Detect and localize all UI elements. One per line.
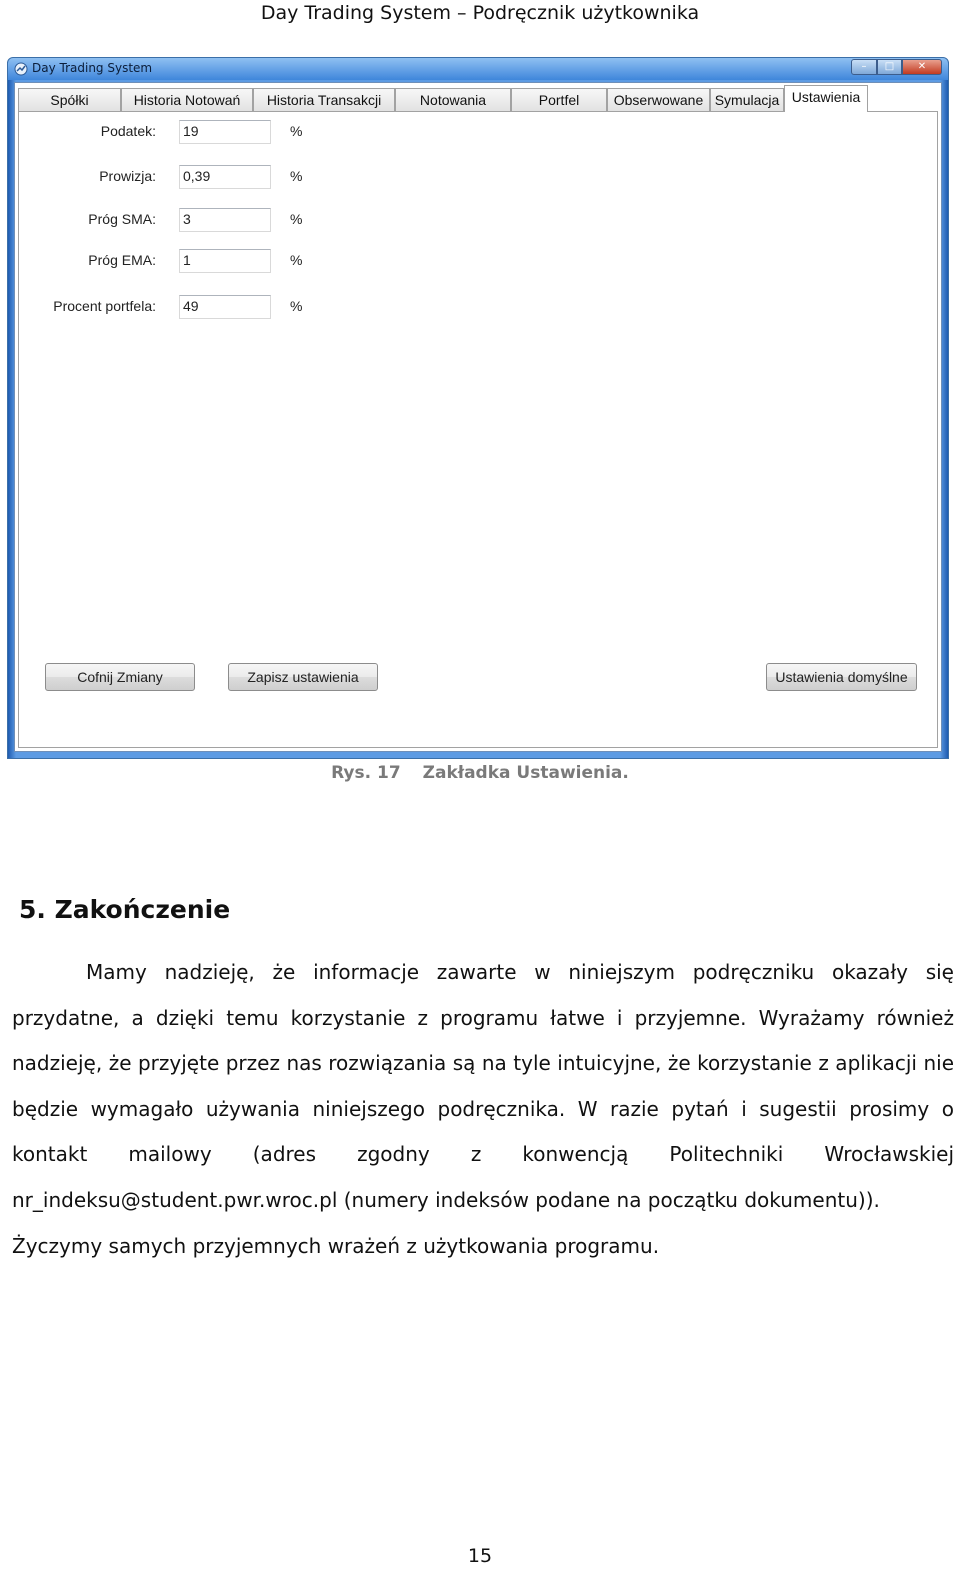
figure-caption-text: Zakładka Ustawienia. [422, 763, 629, 783]
tab-ustawienia[interactable]: Ustawienia [784, 85, 868, 112]
figure-number: Rys. 17 [331, 763, 401, 783]
close-button[interactable]: ✕ [902, 59, 942, 75]
body-paragraph: Mamy nadzieję, że informacje zawarte w niniejszym podręczniku okazały się przydatne, a dzięki temu korzystanie z programu łatwe i przyjemne. Wyrażamy również nadzieję, że przyjęte przez nas rozwiązania są na tyle intuicyjne, że korzystanie z aplikacji nie będzie wymagało używania niniejszego podręcznika. W razie pytań i sugestii prosimy o kontakt mailowy (adres zgodny z konwencją Politechniki Wrocławskiej nr_indeksu@student.pwr.wroc.pl (numery indeksów podane na początku dokumentu)). [12, 960, 954, 1212]
portfolio-percent-unit: % [290, 298, 303, 314]
section-title: 5. Zakończenie [19, 895, 231, 924]
commission-input[interactable]: 0,39 [179, 165, 271, 189]
page-header: Day Trading System – Podręcznik użytkownika [260, 2, 700, 24]
tab-notowania[interactable]: Notowania [395, 88, 511, 111]
app-window [7, 57, 949, 759]
window-title: Day Trading System [32, 61, 153, 75]
portfolio-percent-label: Procent portfela: [53, 298, 156, 314]
sma-threshold-unit: % [290, 211, 303, 227]
tab-historia-notowan[interactable]: Historia Notowań [121, 88, 253, 111]
tax-label: Podatek: [100, 123, 156, 139]
title-bar[interactable] [8, 58, 948, 80]
sma-threshold-input[interactable]: 3 [179, 208, 271, 232]
minimize-button[interactable]: – [851, 59, 877, 75]
window-client-area [14, 82, 942, 752]
page-number: 15 [467, 1545, 493, 1567]
tax-unit: % [290, 123, 303, 139]
tab-portfel[interactable]: Portfel [511, 88, 607, 111]
figure-caption [0, 760, 960, 786]
tax-input[interactable]: 19 [179, 120, 271, 144]
commission-label: Prowizja: [99, 168, 156, 184]
section-body [12, 950, 954, 1269]
undo-changes-button[interactable]: Cofnij Zmiany [45, 663, 195, 691]
ema-threshold-label: Próg EMA: [88, 252, 156, 268]
tab-spolki[interactable]: Spółki [18, 88, 121, 111]
tab-strip [18, 85, 938, 111]
commission-unit: % [290, 168, 303, 184]
ema-threshold-unit: % [290, 252, 303, 268]
default-settings-button[interactable]: Ustawienia domyślne [766, 663, 917, 691]
closing-sentence: Życzymy samych przyjemnych wrażeń z użytkowania programu. [12, 1233, 660, 1258]
save-settings-button[interactable]: Zapisz ustawienia [228, 663, 378, 691]
tab-symulacja[interactable]: Symulacja [710, 88, 784, 111]
app-icon [14, 62, 28, 76]
tab-obserwowane[interactable]: Obserwowane [607, 88, 710, 111]
ema-threshold-input[interactable]: 1 [179, 249, 271, 273]
portfolio-percent-input[interactable]: 49 [179, 295, 271, 319]
sma-threshold-label: Próg SMA: [88, 211, 156, 227]
maximize-button[interactable]: □ [877, 59, 902, 75]
tab-historia-transakcji[interactable]: Historia Transakcji [253, 88, 395, 111]
settings-panel [18, 111, 938, 748]
